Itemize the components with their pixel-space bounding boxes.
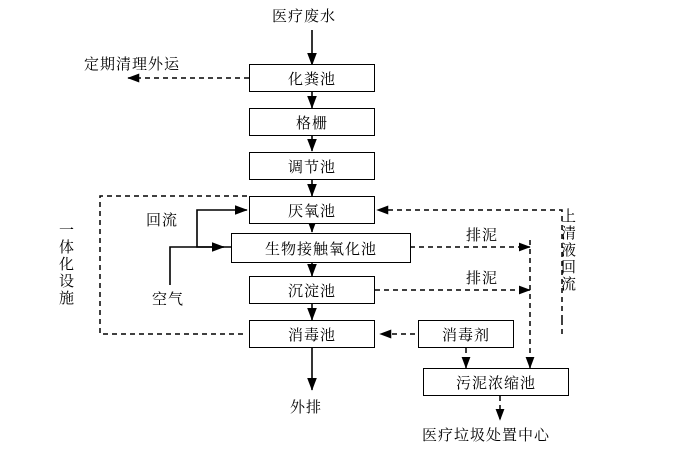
label-text: 医疗废水 <box>272 7 337 25</box>
label-painni-2 <box>466 267 498 288</box>
label-text: 定期清理外运 <box>84 55 181 73</box>
node-label: 消毒池 <box>287 325 336 344</box>
label-text: 排泥 <box>466 226 499 244</box>
node-shengwujiechu-yanghuachi[interactable] <box>231 233 411 263</box>
label-text: 一体化设施 <box>57 222 75 307</box>
label-waipai <box>290 396 322 417</box>
label-text: 排泥 <box>466 269 499 287</box>
label-medical-waste-center <box>422 424 550 445</box>
node-chendianchi[interactable] <box>249 276 375 304</box>
label-inflow <box>272 5 336 26</box>
label-kongqi <box>152 288 184 309</box>
node-label: 厌氧池 <box>287 201 336 220</box>
node-label: 污泥浓缩池 <box>455 373 536 392</box>
label-text: 外排 <box>290 398 323 416</box>
label-huiliu <box>146 212 178 229</box>
node-label: 生物接触氧化池 <box>264 239 377 258</box>
label-yitihua-sheshi <box>58 222 73 312</box>
label-text: 上清液回流 <box>559 208 577 293</box>
node-label: 沉淀池 <box>287 281 336 300</box>
label-text: 空气 <box>152 290 185 308</box>
node-label: 化粪池 <box>287 69 336 88</box>
node-huafenchi[interactable] <box>249 64 375 92</box>
node-yanyangchi[interactable] <box>249 196 375 224</box>
node-label: 消毒剂 <box>441 325 490 344</box>
node-label: 格栅 <box>295 113 328 132</box>
node-wuni-nongsuochi[interactable] <box>423 368 569 396</box>
node-label: 调节池 <box>287 157 336 176</box>
node-tiaojiechi[interactable] <box>249 152 375 180</box>
label-shangqingye-huiliu <box>560 208 575 318</box>
label-periodic-cleanout <box>84 53 180 74</box>
label-painni-1 <box>466 224 498 245</box>
node-xiaoduchi[interactable] <box>249 320 375 348</box>
node-zhashan[interactable] <box>249 108 375 136</box>
node-xiaoduji[interactable] <box>418 320 514 348</box>
label-text: 医疗垃圾处置中心 <box>422 426 551 444</box>
label-text: 回流 <box>146 211 179 229</box>
